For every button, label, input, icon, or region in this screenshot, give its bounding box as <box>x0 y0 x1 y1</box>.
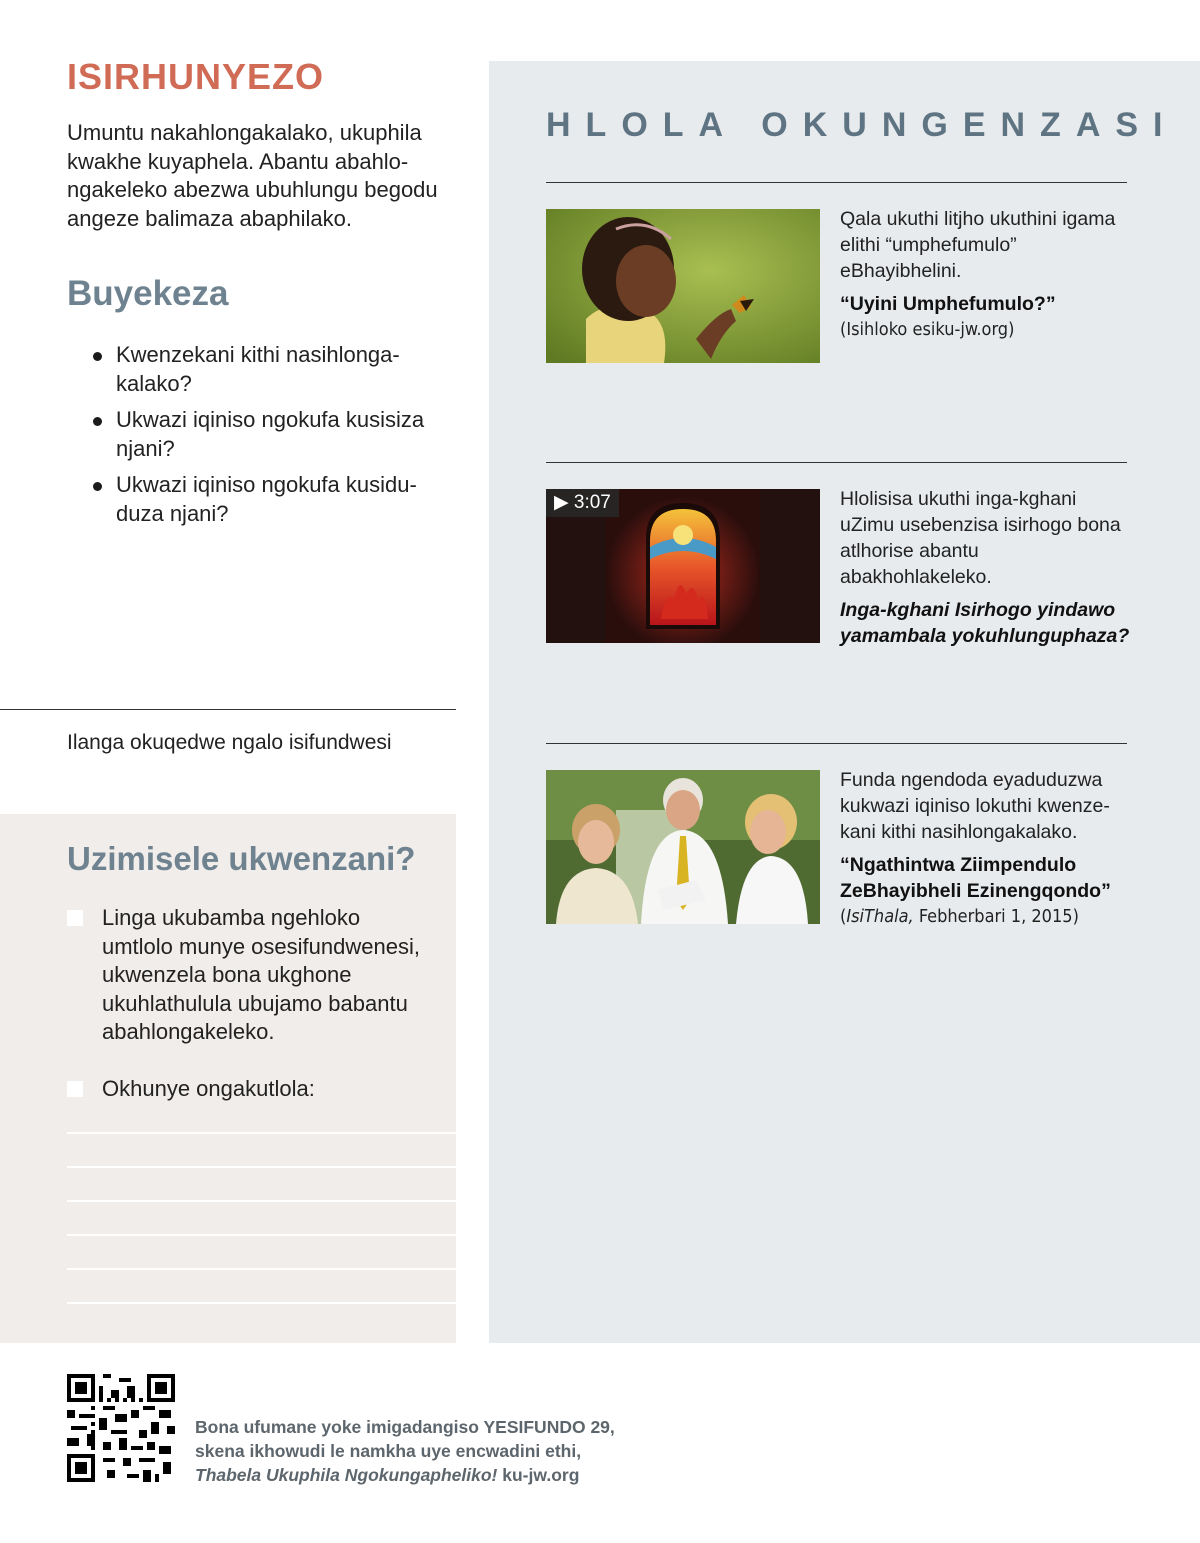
writing-line[interactable] <box>67 1268 456 1270</box>
checkbox-icon[interactable] <box>67 1081 83 1097</box>
stained-glass-fire-video[interactable] <box>546 489 820 643</box>
divider <box>0 709 456 710</box>
book-title: Thabela Ukuphila Ngokungapheliko! <box>195 1465 498 1485</box>
explore-title: HLOLA OKUNGENZASI <box>546 106 1178 144</box>
writing-line[interactable] <box>67 1302 456 1304</box>
divider <box>546 743 1127 744</box>
source-note: (Isihloko esiku-jw.org) <box>840 319 1015 340</box>
article-link[interactable]: “Ngathintwa Ziimpendulo ZeBhayibheli Ezinengqondo” <box>840 854 1111 902</box>
divider <box>546 182 1127 183</box>
explore-item-3-text: Funda ngendoda eyaduduzwa kukwazi iqiniso lokuthi kwenzekani kithi nasihlongakalako. “Ngathintwa Ziimpendulo ZeBhayibheli Ezinengqondo” (IsiThala, Febherbari 1, 2015) <box>840 767 1130 930</box>
list-item: Ukwazi iqiniso ngokufa kusisiza njani? <box>92 406 452 463</box>
divider <box>546 462 1127 463</box>
bullet-icon <box>93 482 102 491</box>
review-list <box>92 341 452 536</box>
website-link[interactable]: ku-jw.org <box>497 1465 580 1485</box>
list-item: Ukwazi iqiniso ngokufa kusiduduza njani? <box>92 471 452 528</box>
three-people-talking-image[interactable] <box>546 770 820 924</box>
writing-line[interactable] <box>67 1132 456 1134</box>
list-item: Kwenzekani kithi nasihlongakalako? <box>92 341 452 398</box>
source-note: (IsiThala, Febherbari 1, 2015) <box>840 906 1079 927</box>
checkbox-icon[interactable] <box>67 910 83 926</box>
bullet-icon <box>93 417 102 426</box>
video-duration-badge: ▶ 3:07 <box>546 489 619 517</box>
summary-text: Umuntu nakahlongakalako, ukuphila kwakhe kuyaphela. Abantu abahlongakeleko abezwa ubuhlungu begodu angeze balimaza abaphilako. <box>67 120 438 231</box>
qr-code-icon[interactable] <box>67 1374 175 1482</box>
goal-checkbox-item[interactable]: Linga ukubamba ngehloko umtlolo munye osesifundwenesi, ukwenzela bona ukghone ukuhlathulula ubujamo babantu abahlongakeleko. <box>67 904 437 1047</box>
writing-line[interactable] <box>67 1234 456 1236</box>
writing-line[interactable] <box>67 1166 456 1168</box>
summary-title: ISIRHUNYEZO <box>67 56 325 97</box>
goal-checkbox-item[interactable]: Okhunye ongakutlola: <box>67 1075 437 1104</box>
footer-text: Bona ufumane yoke imigadangiso YESIFUNDO 29, skena ikhowudi le namkha uye encwadini ethi, Thabela Ukuphila Ngokungapheliko! ku-jw.org <box>195 1417 615 1485</box>
bullet-icon <box>93 352 102 361</box>
review-title: Buyekeza <box>67 274 229 313</box>
explore-item-2-text: Hlolisisa ukuthi inga-kghani uZimu usebenzisa isirhogo bona atlhorise abantu abakhohlakeleko. Inga-kghani Isirhogo yindawo yamambala yokuhlunguphaza? <box>840 488 1130 647</box>
girl-with-butterfly-image[interactable] <box>546 209 820 363</box>
date-completed-label: Ilanga okuqedwe ngalo isifundwesi <box>67 731 392 754</box>
goals-title: Uzimisele ukwenzani? <box>67 840 416 877</box>
video-link[interactable]: Inga-kghani Isirhogo yindawo yamambala yokuhlunguphaza? <box>840 599 1130 647</box>
article-link[interactable]: “Uyini Umphefumulo?” <box>840 293 1056 315</box>
writing-line[interactable] <box>67 1200 456 1202</box>
explore-item-1-text: Qala ukuthi litjho ukuthini igama elithi “umphefumulo” eBhayibhelini. “Uyini Umphefumulo?” (Isihloko esiku-jw.org) <box>840 206 1130 343</box>
